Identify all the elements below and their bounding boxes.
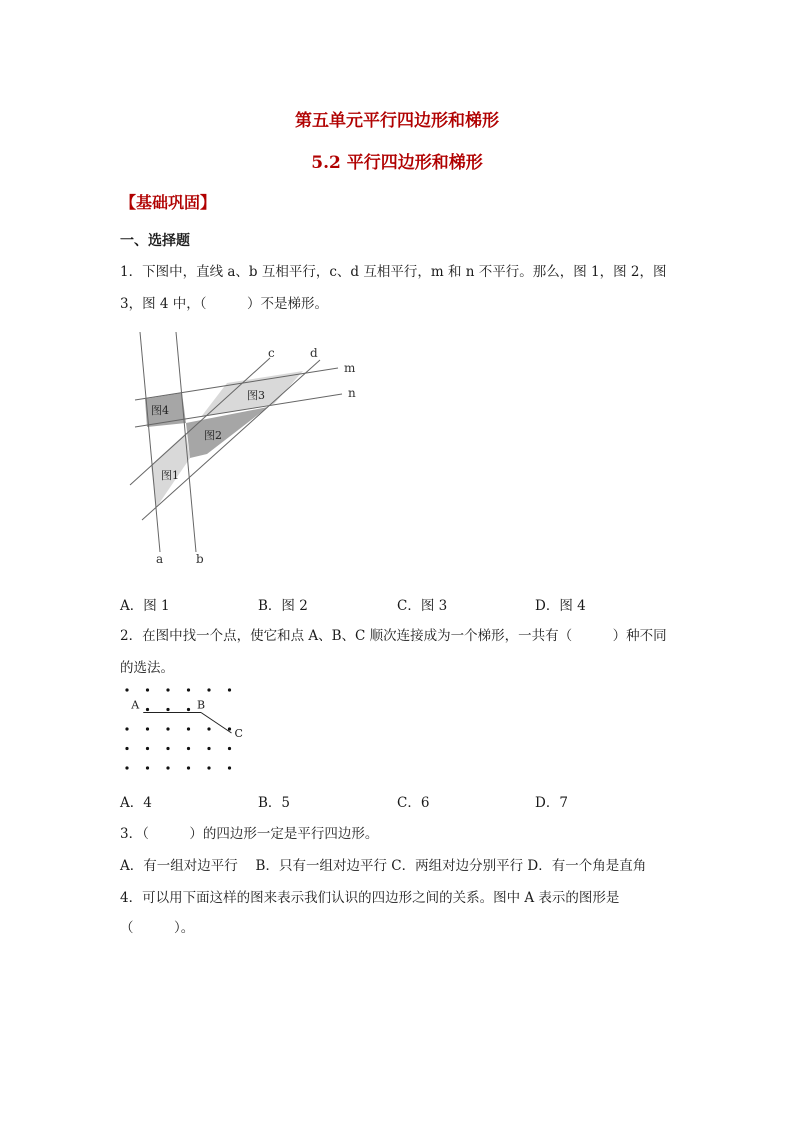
grid-dot	[187, 747, 190, 750]
grid-dot	[187, 766, 190, 769]
grid-dot	[207, 688, 210, 691]
grid-dot	[207, 766, 210, 769]
q2-line2: 的选法。	[120, 660, 174, 676]
grid-dot	[125, 688, 128, 691]
label-fig4: 图4	[151, 404, 169, 417]
label-fig3: 图3	[247, 389, 265, 402]
grid-dot	[228, 688, 231, 691]
label-b: b	[196, 552, 204, 566]
q1-figure	[120, 330, 380, 575]
label-n: n	[348, 386, 356, 400]
q2-dot-grid	[118, 682, 258, 777]
section-heading: 【基础巩固】	[120, 193, 217, 212]
grid-dot	[228, 766, 231, 769]
grid-dot	[228, 727, 231, 730]
q2-line1: 2．在图中找一个点，使它和点 A、B、C 顺次连接成为一个梯形，一共有（ ）种不同	[120, 628, 667, 644]
point-c-label: C	[234, 727, 243, 740]
grid-dot	[146, 708, 149, 711]
page-subtitle: 5.2 平行四边形和梯形	[311, 153, 483, 173]
q2-option-d: D．7	[535, 795, 568, 811]
label-fig2: 图2	[204, 429, 222, 442]
grid-dot	[166, 766, 169, 769]
q3-line1: 3．（ ）的四边形一定是平行四边形。	[120, 826, 379, 842]
grid-dot	[146, 688, 149, 691]
grid-dot	[125, 766, 128, 769]
point-a-label: A	[131, 698, 140, 712]
grid-dot	[166, 708, 169, 711]
grid-dot	[146, 727, 149, 730]
label-m: m	[344, 361, 356, 375]
q4-line1: 4．可以用下面这样的图来表示我们认识的四边形之间的关系。图中 A 表示的图形是	[120, 890, 620, 906]
grid-dot	[187, 708, 190, 711]
grid-dot	[125, 747, 128, 750]
region-fig2	[186, 407, 268, 458]
q1-option-c: C．图 3	[397, 598, 448, 614]
grid-dot	[125, 727, 128, 730]
q2-option-c: C．6	[397, 795, 430, 811]
label-fig1: 图1	[161, 469, 179, 482]
point-b-label: B	[197, 698, 206, 712]
grid-dot	[166, 688, 169, 691]
q1-line1: 1．下图中，直线 a、b 互相平行，c、d 互相平行，m 和 n 不平行。那么，图 1，图 2，图	[120, 264, 667, 280]
part-heading: 一、选择题	[120, 233, 190, 249]
segment-bc	[201, 713, 232, 734]
q3-options: A．有一组对边平行 B．只有一组对边平行 C．两组对边分别平行 D．有一个角是直角	[120, 858, 647, 874]
q1-option-b: B．图 2	[258, 598, 308, 614]
label-a: a	[156, 552, 164, 566]
q2-option-b: B．5	[258, 795, 291, 811]
grid-dot	[207, 747, 210, 750]
q4-line2: （ ）。	[120, 920, 195, 936]
q1-option-d: D．图 4	[535, 598, 586, 614]
grid-dot	[166, 747, 169, 750]
page-title: 第五单元平行四边形和梯形	[295, 111, 499, 131]
q1-option-a: A．图 1	[120, 598, 170, 614]
label-c: c	[268, 346, 275, 360]
grid-dot	[187, 727, 190, 730]
grid-dot	[166, 727, 169, 730]
q1-line2: 3，图 4 中，（ ）不是梯形。	[120, 296, 329, 312]
grid-dot	[146, 766, 149, 769]
q2-option-a: A．4	[120, 795, 152, 811]
label-d: d	[310, 346, 318, 360]
grid-dot	[207, 727, 210, 730]
grid-dot	[228, 747, 231, 750]
grid-dot	[146, 747, 149, 750]
grid-dot	[187, 688, 190, 691]
